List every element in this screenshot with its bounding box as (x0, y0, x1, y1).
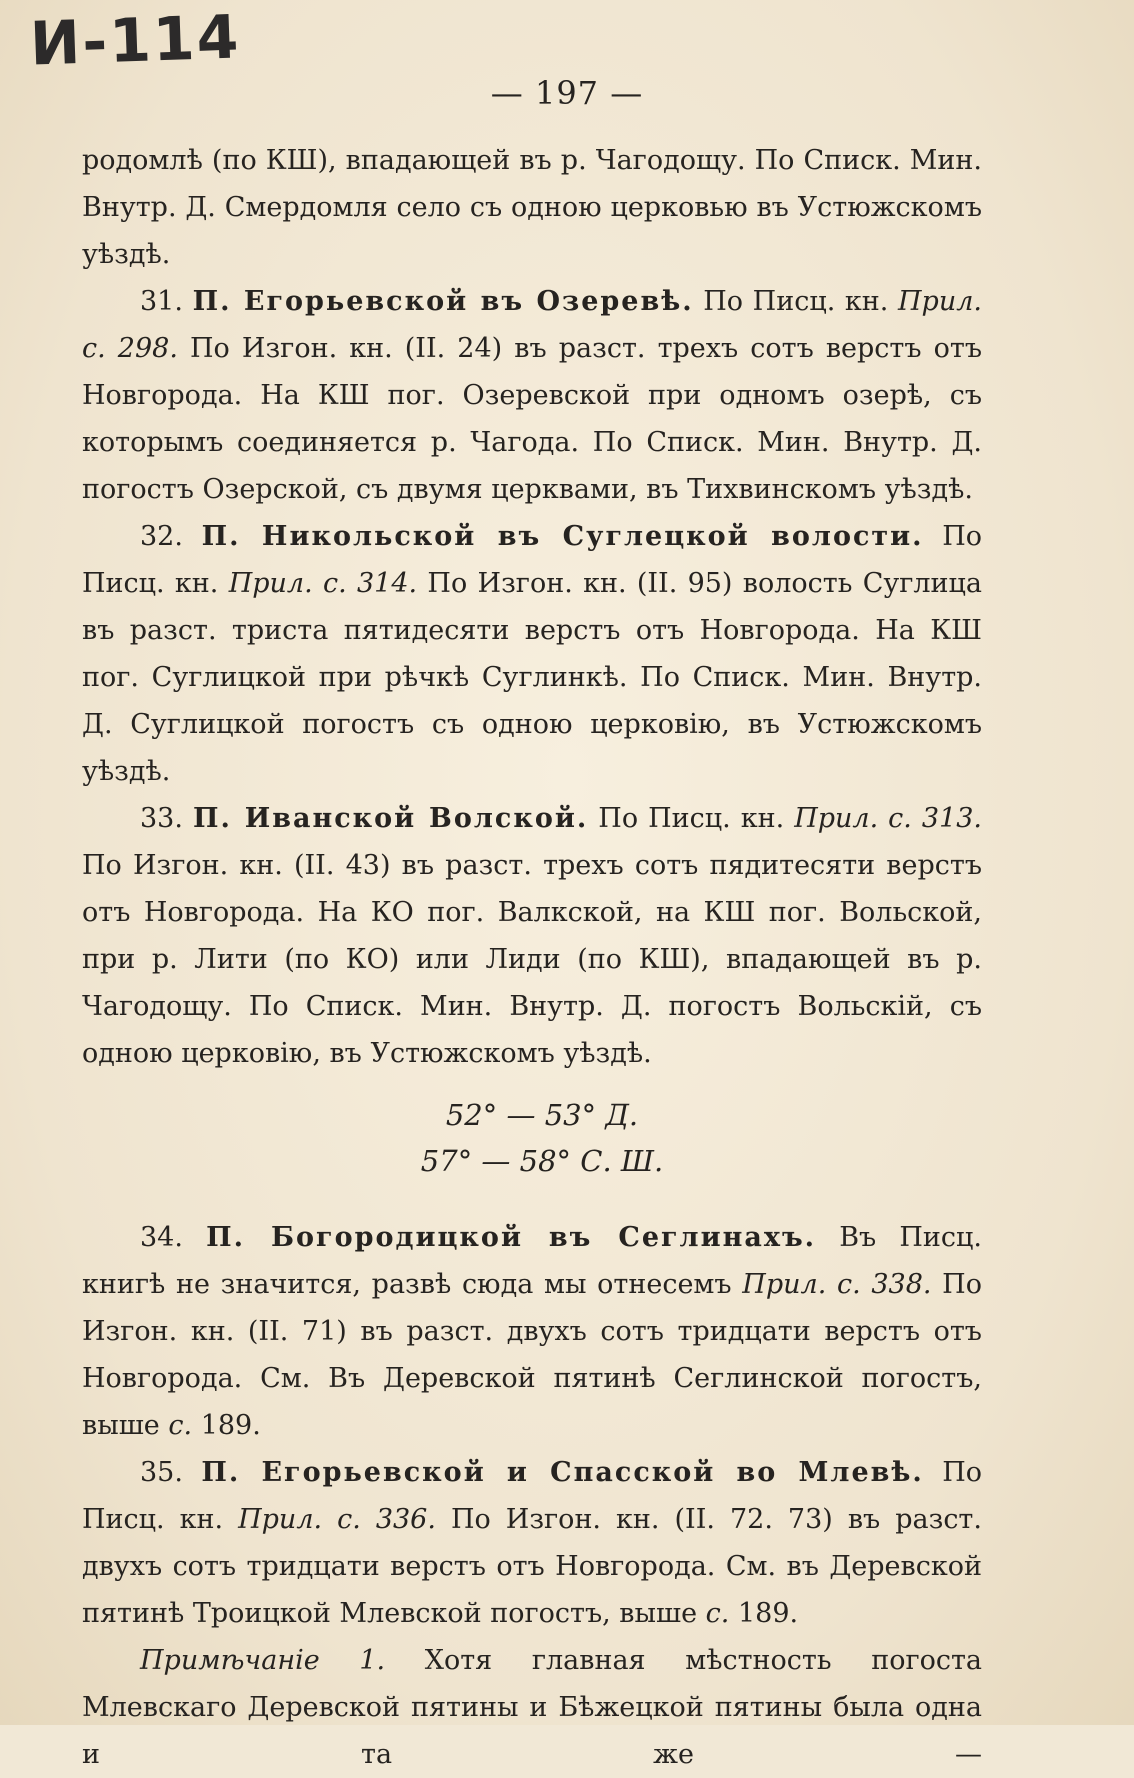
longitude-range: 52° — 53° Д. (445, 1098, 639, 1132)
entry-text: По Писц. кн. (82, 1457, 982, 1535)
text-line: уѣздѣ. (82, 239, 171, 270)
text-line: Внутр. Д. Смердомля село съ одною церковью въ Устюжскомъ (82, 192, 982, 223)
page-body (82, 137, 982, 1778)
coordinates-block (82, 1092, 982, 1184)
entry-reference: Прил. с. 298. (82, 286, 982, 364)
note-text: Хотя главная мѣстность погоста Млевскаго Деревской пятины и Бѣжецкой пятины была одна и та же — (82, 1645, 983, 1770)
entry-34 (82, 1214, 982, 1449)
entry-text: 189. (737, 1598, 799, 1629)
archive-stamp: И-114 (28, 2, 242, 80)
entry-35 (82, 1449, 982, 1637)
entry-heading: П. Егорьевской въ Озеревѣ. (192, 286, 694, 317)
entry-reference: Прил. с. 336. (238, 1504, 436, 1535)
entry-text: По Писц. кн. (703, 286, 889, 317)
entry-number: 34. (140, 1222, 183, 1253)
note-label: Примѣчаніе 1. (140, 1645, 386, 1676)
entry-text: По Изгон. кн. (II. 71) въ разст. двухъ сотъ тридцати верстъ отъ Новгорода. См. Въ Деревской пятинѣ Сеглинской погостъ, выше (82, 1269, 982, 1441)
entry-number: 31. (140, 286, 183, 317)
entry-reference: Прил. с. 314. (228, 568, 418, 599)
entry-text: По Писц. кн. (82, 521, 982, 599)
entry-text: По Писц. кн. (598, 803, 785, 834)
entry-text: Въ Писц. книгѣ не значится, развѣ сюда мы отнесемъ (82, 1222, 982, 1300)
entry-33 (82, 795, 982, 1077)
entry-text: По Изгон. кн. (II. 43) въ разст. трехъ сотъ пядитесяти верстъ отъ Новгорода. На КО пог. Валкской, на КШ пог. Вольской, при р. Лити (по КО) или Лиди (по КШ), впадающей въ р. Чагодощу. По Списк. Мин. Внутр. Д. погостъ Вольскій, съ одною церковію, въ Устюжскомъ уѣздѣ. (82, 850, 982, 1069)
entry-number: 33. (140, 803, 183, 834)
entry-reference: с. (168, 1410, 193, 1441)
entry-reference: Прил. с. 338. (742, 1269, 932, 1300)
entry-text: По Изгон. кн. (II. 95) волость Суглица въ разст. триста пятидесяти верстъ отъ Новгорода. На КШ пог. Суглицкой при рѣчкѣ Суглинкѣ. По Списк. Мин. Внутр. Д. Суглицкой погостъ съ одною церковію, въ Устюжскомъ уѣздѣ. (82, 568, 982, 787)
entry-heading: П. Богородицкой въ Сеглинахъ. (206, 1222, 817, 1253)
latitude-range: 57° — 58° С. Ш. (420, 1144, 664, 1178)
entry-32 (82, 513, 982, 795)
entry-31 (82, 278, 982, 513)
entry-reference: Прил. с. 313. (794, 803, 983, 834)
entry-text: По Изгон. кн. (II. 24) въ разст. трехъ сотъ верстъ отъ Новгорода. На КШ пог. Озеревской при одномъ озерѣ, съ которымъ соединяется р. Чагода. По Списк. Мин. Внутр. Д. погостъ Озерской, съ двумя церквами, въ Тихвинскомъ уѣздѣ. (82, 333, 983, 505)
entry-number: 35. (140, 1457, 183, 1488)
note-1 (82, 1637, 982, 1778)
page-number: — 197 — (490, 74, 644, 112)
entry-heading: П. Егорьевской и Спасской во Млевѣ. (201, 1457, 924, 1488)
entry-reference: с. (705, 1598, 730, 1629)
continuation-paragraph (82, 137, 982, 278)
entry-text: 189. (200, 1410, 261, 1441)
entry-heading: П. Никольской въ Суглецкой волости. (201, 521, 924, 552)
entry-number: 32. (140, 521, 183, 552)
entry-text: По Изгон. кн. (II. 72. 73) въ разст. двухъ сотъ тридцати верстъ отъ Новгорода. См. въ Деревской пятинѣ Троицкой Млевской погостъ, выше (82, 1504, 982, 1629)
entry-heading: П. Иванской Волской. (192, 803, 589, 834)
text-line: родомлѣ (по КШ), впадающей въ р. Чагодощу. По Списк. Мин. (82, 145, 982, 176)
